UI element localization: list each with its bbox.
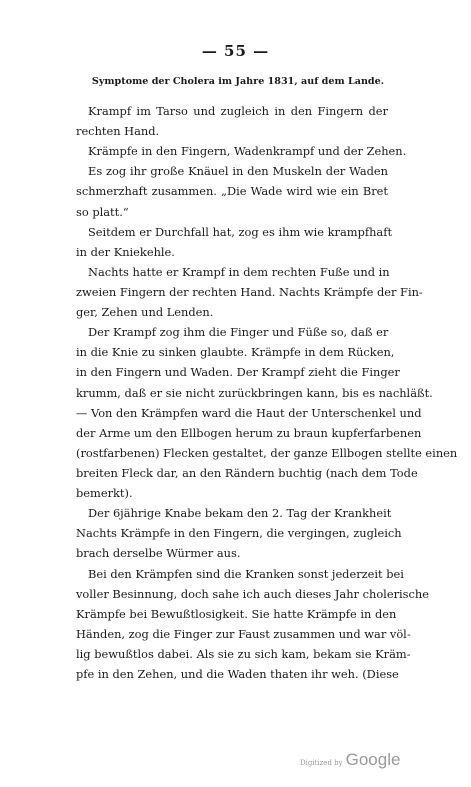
text-line: — Von den Krämpfen ward die Haut der Unterschenkel und bbox=[76, 405, 422, 420]
text-line: Es zog ihr große Knäuel in den Muskeln der Waden bbox=[88, 164, 388, 179]
text-line: schmerzhaft zusammen. „Die Wade wird wie ein Bret bbox=[76, 184, 388, 199]
text-line: Krämpfe bei Bewußtlosigkeit. Sie hatte Krämpfe in den bbox=[76, 606, 397, 621]
watermark-prefix: Digitized by bbox=[300, 759, 343, 767]
text-line: Bei den Krämpfen sind die Kranken sonst jederzeit bei bbox=[88, 566, 404, 581]
text-line: Seitdem er Durchfall hat, zog es ihm wie krampfhaft bbox=[88, 224, 393, 239]
text-line: Nachts hatte er Krampf in dem rechten Fuße und in bbox=[88, 264, 390, 279]
text-line: (rostfarbenen) Flecken gestaltet, der ganze Ellbogen stellte einen bbox=[76, 445, 458, 460]
text-line: in die Knie zu sinken glaubte. Krämpfe in dem Rücken, bbox=[76, 345, 395, 360]
text-line: in den Fingern und Waden. Der Krampf zieht die Finger bbox=[76, 365, 400, 380]
text-line: Der 6jährige Knabe bekam den 2. Tag der Krankheit bbox=[88, 506, 392, 521]
text-line: zweien Fingern der rechten Hand. Nachts Krämpfe der Fin- bbox=[76, 284, 423, 299]
text-line: brach derselbe Würmer aus. bbox=[76, 546, 241, 561]
watermark-logo: Google bbox=[345, 750, 401, 769]
text-line: breiten Fleck dar, an den Rändern buchtig (nach dem Tode bbox=[76, 465, 418, 480]
text-line: der Arme um den Ellbogen herum zu braun kupferfarbenen bbox=[76, 425, 422, 440]
text-line: Krampf im Tarso und zugleich in den Fingern der bbox=[88, 104, 388, 118]
text-line: rechten Hand. bbox=[76, 124, 160, 139]
body-text bbox=[76, 101, 458, 684]
text-line: Händen, zog die Finger zur Faust zusammen und war völ- bbox=[76, 626, 411, 641]
page-number: — 55 — bbox=[201, 42, 270, 60]
text-line: Der Krampf zog ihm die Finger und Füße so, daß er bbox=[88, 325, 389, 340]
text-line: lig bewußtlos dabei. Als sie zu sich kam, bekam sie Kräm- bbox=[76, 646, 411, 661]
text-line: pfe in den Zehen, und die Waden thaten ihr weh. (Diese bbox=[76, 667, 399, 682]
text-line: in der Kniekehle. bbox=[76, 244, 175, 259]
text-line: so platt.“ bbox=[76, 204, 129, 219]
section-heading: Symptome der Cholera im Jahre 1831, auf dem Lande. bbox=[91, 76, 385, 87]
digitized-watermark bbox=[300, 750, 400, 770]
text-line: krumm, daß er sie nicht zurückbringen kann, bis es nachläßt. bbox=[76, 385, 433, 400]
text-line: Nachts Krämpfe in den Fingern, die vergingen, zugleich bbox=[76, 526, 402, 541]
text-line: Krämpfe in den Fingern, Wadenkrampf und der Zehen. bbox=[88, 144, 407, 159]
text-line: voller Besinnung, doch sahe ich auch dieses Jahr cholerische bbox=[76, 586, 429, 601]
text-line: bemerkt). bbox=[76, 486, 133, 501]
text-line: ger, Zehen und Lenden. bbox=[76, 305, 214, 320]
